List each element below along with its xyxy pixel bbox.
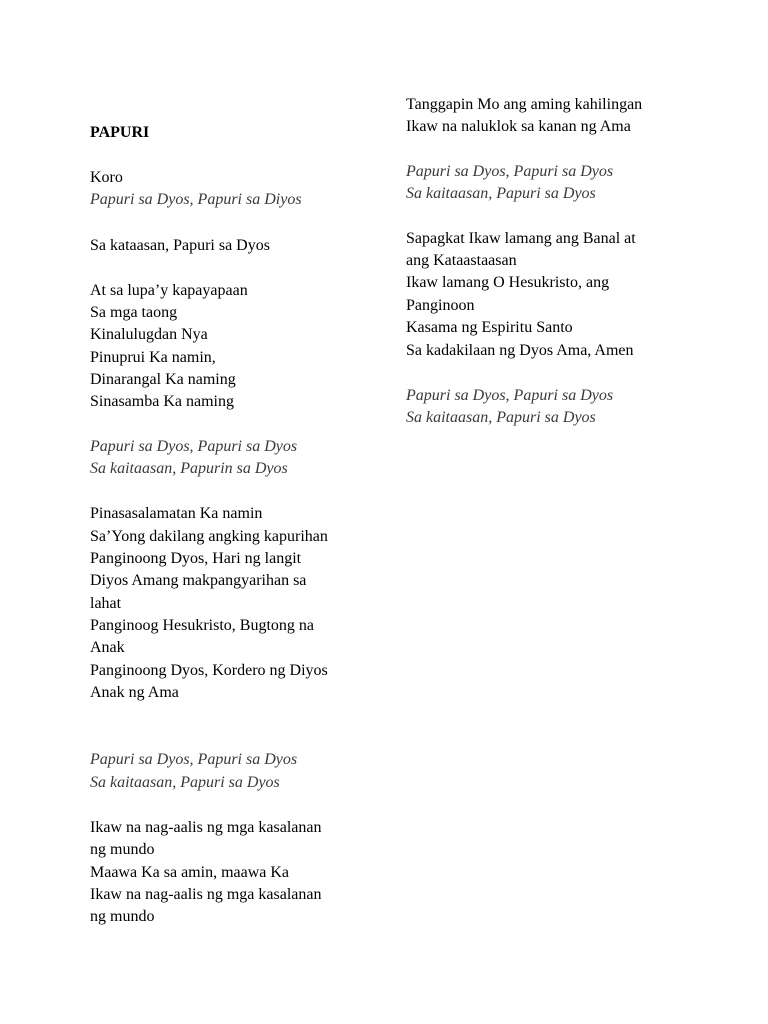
- lyric-line: Papuri sa Dyos, Papuri sa Diyos: [90, 191, 302, 208]
- lyric-line: Ikaw na nag-aalis ng mga kasalanan: [90, 886, 322, 903]
- lyric-line: ang Kataastaasan: [406, 252, 517, 269]
- lyric-line: Pinasasalamatan Ka namin: [90, 505, 263, 522]
- lyric-line: Sa mga taong: [90, 304, 178, 321]
- lyric-line: Anak: [90, 639, 125, 656]
- lyric-line: Pinuprui Ka namin,: [90, 349, 216, 366]
- lyric-line: Panginoon: [406, 297, 475, 314]
- lyric-line: Kinalulugdan Nya: [90, 326, 208, 343]
- lyric-line: Papuri sa Dyos, Papuri sa Dyos: [406, 387, 614, 404]
- lyric-line: Maawa Ka sa amin, maawa Ka: [90, 864, 290, 881]
- lyric-line: Panginoog Hesukristo, Bugtong na: [90, 617, 314, 634]
- lyric-line: Kasama ng Espiritu Santo: [406, 319, 573, 336]
- lyric-line: Sa kadakilaan ng Dyos Ama, Amen: [406, 342, 634, 359]
- lyric-line: Sa kataasan, Papuri sa Dyos: [90, 237, 270, 254]
- lyric-line: Papuri sa Dyos, Papuri sa Dyos: [90, 438, 298, 455]
- page-title: PAPURI: [90, 124, 150, 141]
- lyric-line: Tanggapin Mo ang aming kahilingan: [406, 96, 643, 113]
- lyric-line: Sa kaitaasan, Papurin sa Dyos: [90, 460, 288, 477]
- lyric-line: At sa lupa’y kapayapaan: [90, 282, 248, 299]
- lyric-line: Sa’Yong dakilang angking kapurihan: [90, 528, 328, 545]
- lyric-line: Ikaw na naluklok sa kanan ng Ama: [406, 118, 631, 135]
- lyric-line: Sinasamba Ka naming: [90, 393, 234, 410]
- lyric-line: Diyos Amang makpangyarihan sa: [90, 572, 307, 589]
- lyric-line: lahat: [90, 595, 122, 612]
- lyric-line: Ikaw na nag-aalis ng mga kasalanan: [90, 819, 322, 836]
- lyric-line: Sapagkat Ikaw lamang ang Banal at: [406, 230, 636, 247]
- lyric-line: Sa kaitaasan, Papuri sa Dyos: [406, 185, 596, 202]
- lyric-line: Papuri sa Dyos, Papuri sa Dyos: [406, 163, 614, 180]
- lyric-line: ng mundo: [90, 908, 155, 925]
- lyric-line: Panginoong Dyos, Hari ng langit: [90, 550, 302, 567]
- chorus-label: Koro: [90, 169, 123, 186]
- lyric-line: Papuri sa Dyos, Papuri sa Dyos: [90, 751, 298, 768]
- lyric-line: Sa kaitaasan, Papuri sa Dyos: [406, 409, 596, 426]
- lyric-line: Anak ng Ama: [90, 684, 179, 701]
- lyric-line: Dinarangal Ka naming: [90, 371, 236, 388]
- lyric-line: ng mundo: [90, 841, 155, 858]
- lyric-line: Sa kaitaasan, Papuri sa Dyos: [90, 774, 280, 791]
- lyric-line: Panginoong Dyos, Kordero ng Diyos: [90, 662, 328, 679]
- lyric-line: Ikaw lamang O Hesukristo, ang: [406, 274, 610, 291]
